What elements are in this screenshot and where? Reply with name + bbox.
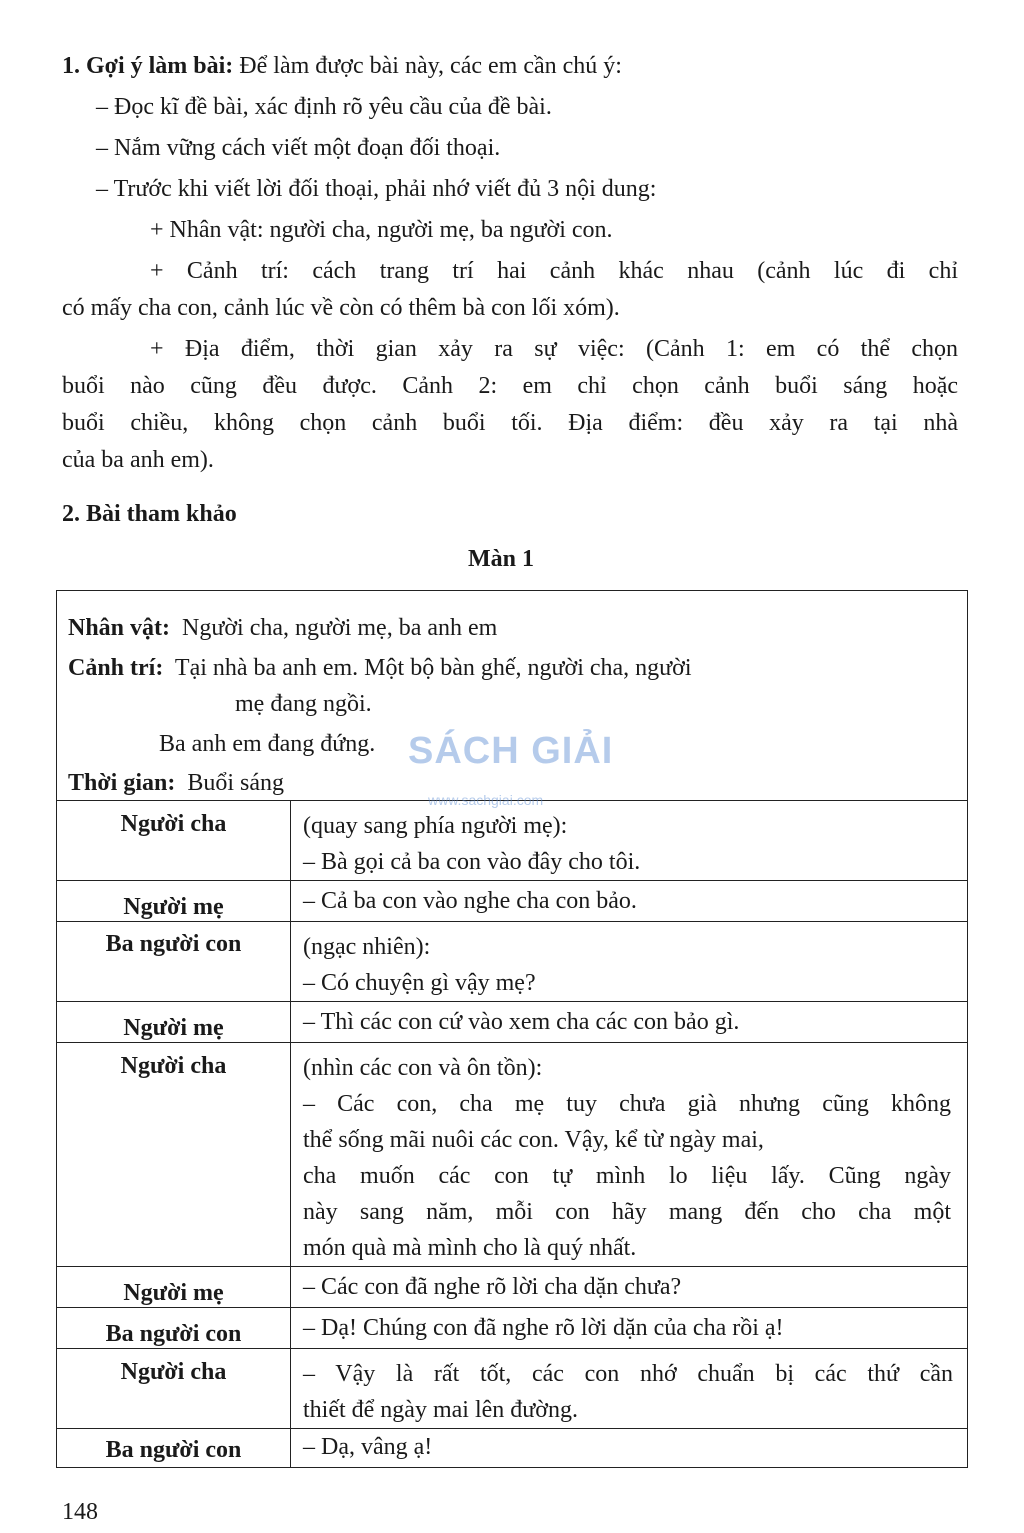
dialogue-line: (ngạc nhiên):: [303, 934, 431, 960]
dialogue-text: [291, 1308, 967, 1348]
section-2-heading: 2. Bài tham khảo: [62, 501, 237, 527]
speaker: Người cha: [57, 801, 291, 880]
dialogue-line: – Các con, cha mẹ tuy chưa già nhưng cũng không: [303, 1091, 951, 1117]
speaker: Người cha: [57, 1043, 291, 1266]
canh-tri-line: + Cảnh trí: cách trang trí hai cảnh khác nhau (cảnh lúc đi chỉ: [150, 258, 958, 284]
dialogue-text: [291, 801, 967, 880]
info-value: mẹ đang ngồi.: [235, 691, 372, 717]
dialogue-row: [57, 1349, 967, 1429]
dialogue-text: [291, 1429, 967, 1467]
info-label: Nhân vật:: [68, 615, 171, 641]
dia-diem-line: buổi nào cũng đều được. Cảnh 2: em chỉ chọn cảnh buổi sáng hoặc: [62, 373, 958, 399]
dialogue-text: [291, 881, 967, 921]
speaker: Người mẹ: [57, 1267, 291, 1307]
scene-table: [56, 590, 968, 1468]
speaker: Ba người con: [57, 1429, 291, 1467]
dialogue-row: [57, 922, 967, 1002]
dialogue-row: [57, 801, 967, 881]
dialogue-text: [291, 1002, 967, 1042]
watermark-url: www.sachgiai.com: [428, 792, 544, 808]
page-number: 148: [62, 1499, 98, 1525]
dialogue-line: – Các con đã nghe rõ lời cha dặn chưa?: [303, 1274, 682, 1300]
dialogue-line: này sang năm, mỗi con hãy mang đến cho cha một: [303, 1199, 951, 1225]
dia-diem-line: của ba anh em).: [62, 447, 214, 473]
scene-title: Màn 1: [468, 546, 534, 572]
info-label: Thời gian:: [68, 770, 176, 796]
dialogue-row: [57, 1308, 967, 1349]
info-setting: [68, 653, 692, 683]
dia-diem-line: + Địa điểm, thời gian xảy ra sự việc: (Cảnh 1: em có thể chọn: [150, 336, 958, 362]
dialogue-row: [57, 1429, 967, 1467]
dialogue-line: cha muốn các con tự mình lo liệu lấy. Cũng ngày: [303, 1163, 951, 1189]
speaker: Ba người con: [57, 922, 291, 1001]
dialogue-line: – Vậy là rất tốt, các con nhớ chuẩn bị các thứ cần: [303, 1361, 953, 1387]
hint-intro: Để làm được bài này, các em cần chú ý:: [233, 53, 622, 79]
hint-item: – Nắm vững cách viết một đoạn đối thoại.: [96, 135, 501, 161]
dialogue-line: – Dạ, vâng ạ!: [303, 1434, 433, 1460]
dialogue-text: [291, 922, 967, 1001]
hint-item: – Trước khi viết lời đối thoại, phải nhớ viết đủ 3 nội dung:: [96, 176, 657, 202]
dialogue-row: [57, 1043, 967, 1267]
dialogue-row: [57, 1002, 967, 1043]
dialogue-line: (quay sang phía người mẹ):: [303, 813, 568, 839]
dialogue-line: – Cả ba con vào nghe cha con bảo.: [303, 888, 637, 914]
dialogue-row: [57, 881, 967, 922]
dialogue-line: – Thì các con cứ vào xem cha các con bảo gì.: [303, 1009, 740, 1035]
canh-tri-line: có mấy cha con, cảnh lúc về còn có thêm bà con lối xóm).: [62, 295, 620, 321]
dialogue-line: thiết để ngày mai lên đường.: [303, 1397, 578, 1423]
info-value: Người cha, người mẹ, ba anh em: [182, 615, 498, 641]
dialogue-text: [291, 1267, 967, 1307]
info-time: [68, 768, 284, 798]
info-characters: [68, 613, 497, 643]
hint-item: + Nhân vật: người cha, người mẹ, ba người con.: [150, 217, 613, 243]
dialogue-line: (nhìn các con và ôn tồn):: [303, 1055, 543, 1081]
dialogue-line: – Có chuyện gì vậy mẹ?: [303, 970, 536, 996]
dialogue-line: thể sống mãi nuôi các con. Vậy, kể từ ngày mai,: [303, 1127, 764, 1153]
info-value: Buổi sáng: [187, 770, 284, 796]
info-value: Tại nhà ba anh em. Một bộ bàn ghế, người cha, người: [174, 655, 692, 681]
dia-diem-line: buổi chiều, không chọn cảnh buổi tối. Địa điểm: đều xảy ra tại nhà: [62, 410, 958, 436]
info-label: Cảnh trí:: [68, 655, 164, 681]
section-1-heading: 1. Gợi ý làm bài:: [62, 53, 234, 79]
speaker: Người mẹ: [57, 881, 291, 921]
speaker: Người mẹ: [57, 1002, 291, 1042]
dialogue-line: – Dạ! Chúng con đã nghe rõ lời dặn của cha rồi ạ!: [303, 1315, 784, 1341]
hint-item: – Đọc kĩ đề bài, xác định rõ yêu cầu của đề bài.: [96, 94, 552, 120]
watermark-text: SÁCH GIẢI: [408, 730, 614, 772]
scene-info: [57, 591, 967, 801]
dialogue-row: [57, 1267, 967, 1308]
dialogue-text: [291, 1043, 967, 1266]
dialogue-line: – Bà gọi cả ba con vào đây cho tôi.: [303, 849, 641, 875]
info-value: Ba anh em đang đứng.: [159, 731, 376, 757]
speaker: Người cha: [57, 1349, 291, 1428]
dialogue-line: món quà mà mình cho là quý nhất.: [303, 1235, 637, 1261]
hint-intro-line: [62, 51, 622, 81]
dialogue-text: [291, 1349, 967, 1428]
speaker: Ba người con: [57, 1308, 291, 1348]
